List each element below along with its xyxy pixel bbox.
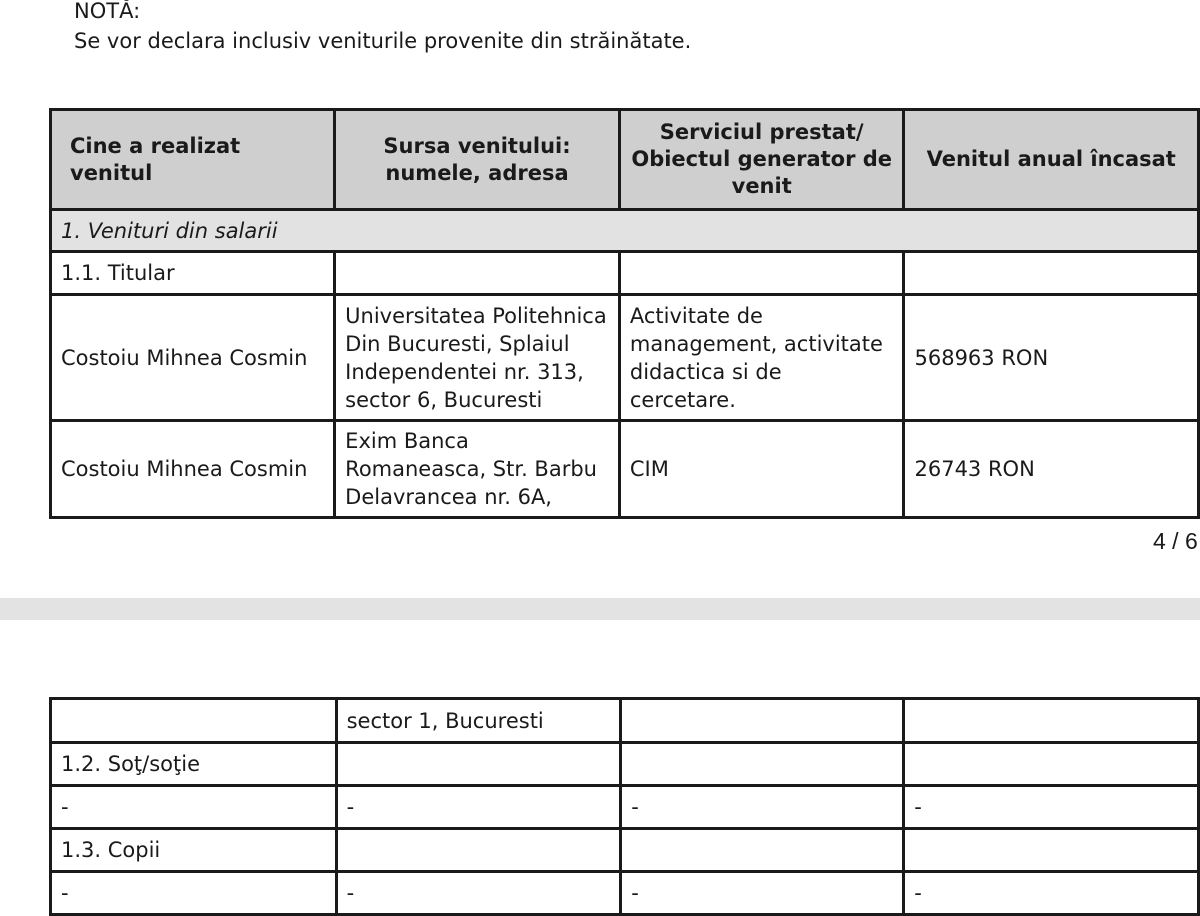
empty-cell: [904, 699, 1199, 743]
income-amount: 26743 RON: [904, 421, 1199, 518]
section-row: [51, 210, 1199, 252]
children-service: -: [621, 872, 904, 915]
income-amount: 568963 RON: [904, 295, 1199, 421]
empty-cell: [904, 743, 1199, 786]
titular-label: 1.1. Titular: [51, 252, 335, 295]
page-number: 4 / 6: [1153, 528, 1198, 554]
income-table-continued: [49, 697, 1200, 916]
header-service: Serviciul prestat/ Obiectul generator de venit: [619, 110, 904, 210]
spouse-who: -: [51, 786, 337, 829]
table-row: [51, 421, 1199, 518]
children-source: -: [336, 872, 621, 915]
spouse-income: -: [904, 786, 1199, 829]
empty-cell: [619, 252, 904, 295]
empty-cell: [904, 252, 1199, 295]
empty-cell: [621, 829, 904, 872]
empty-cell: [621, 699, 904, 743]
note-title: NOTĂ:: [74, 0, 141, 23]
children-income: -: [904, 872, 1199, 915]
table-header-row: [51, 110, 1199, 210]
empty-cell: [904, 829, 1199, 872]
income-service: Activitate de management, activitate didactica si de cercetare.: [619, 295, 904, 421]
income-source: Universitatea Politehnica Din Bucuresti, Splaiul Independentei nr. 313, sector 6, Bucuresti: [335, 295, 620, 421]
income-source-continued: sector 1, Bucuresti: [336, 699, 621, 743]
table-row: [51, 829, 1199, 872]
spouse-source: -: [336, 786, 621, 829]
header-income: Venitul anual încasat: [904, 110, 1199, 210]
section-label: 1. Venituri din salarii: [51, 210, 1199, 252]
table-row: [51, 743, 1199, 786]
income-owner: Costoiu Mihnea Cosmin: [51, 295, 335, 421]
table-row: [51, 295, 1199, 421]
income-service: CIM: [619, 421, 904, 518]
table-row: [51, 786, 1199, 829]
empty-cell: [336, 743, 621, 786]
income-table: [49, 108, 1200, 519]
header-source: Sursa venitului: numele, adresa: [335, 110, 620, 210]
page-separator: [0, 598, 1200, 620]
children-who: -: [51, 872, 337, 915]
table-row: [51, 252, 1199, 295]
income-owner: Costoiu Mihnea Cosmin: [51, 421, 335, 518]
children-label: 1.3. Copii: [51, 829, 337, 872]
empty-cell: [336, 829, 621, 872]
note: [74, 0, 691, 56]
empty-cell: [621, 743, 904, 786]
empty-cell: [335, 252, 620, 295]
header-who: Cine a realizat venitul: [51, 110, 335, 210]
income-source: Exim Banca Romaneasca, Str. Barbu Delavrancea nr. 6A,: [335, 421, 620, 518]
note-text: Se vor declara inclusiv veniturile provenite din străinătate.: [74, 29, 692, 53]
empty-cell: [51, 699, 337, 743]
table-row: [51, 699, 1199, 743]
table-row: [51, 872, 1199, 915]
spouse-label: 1.2. Soţ/soţie: [51, 743, 337, 786]
spouse-service: -: [621, 786, 904, 829]
